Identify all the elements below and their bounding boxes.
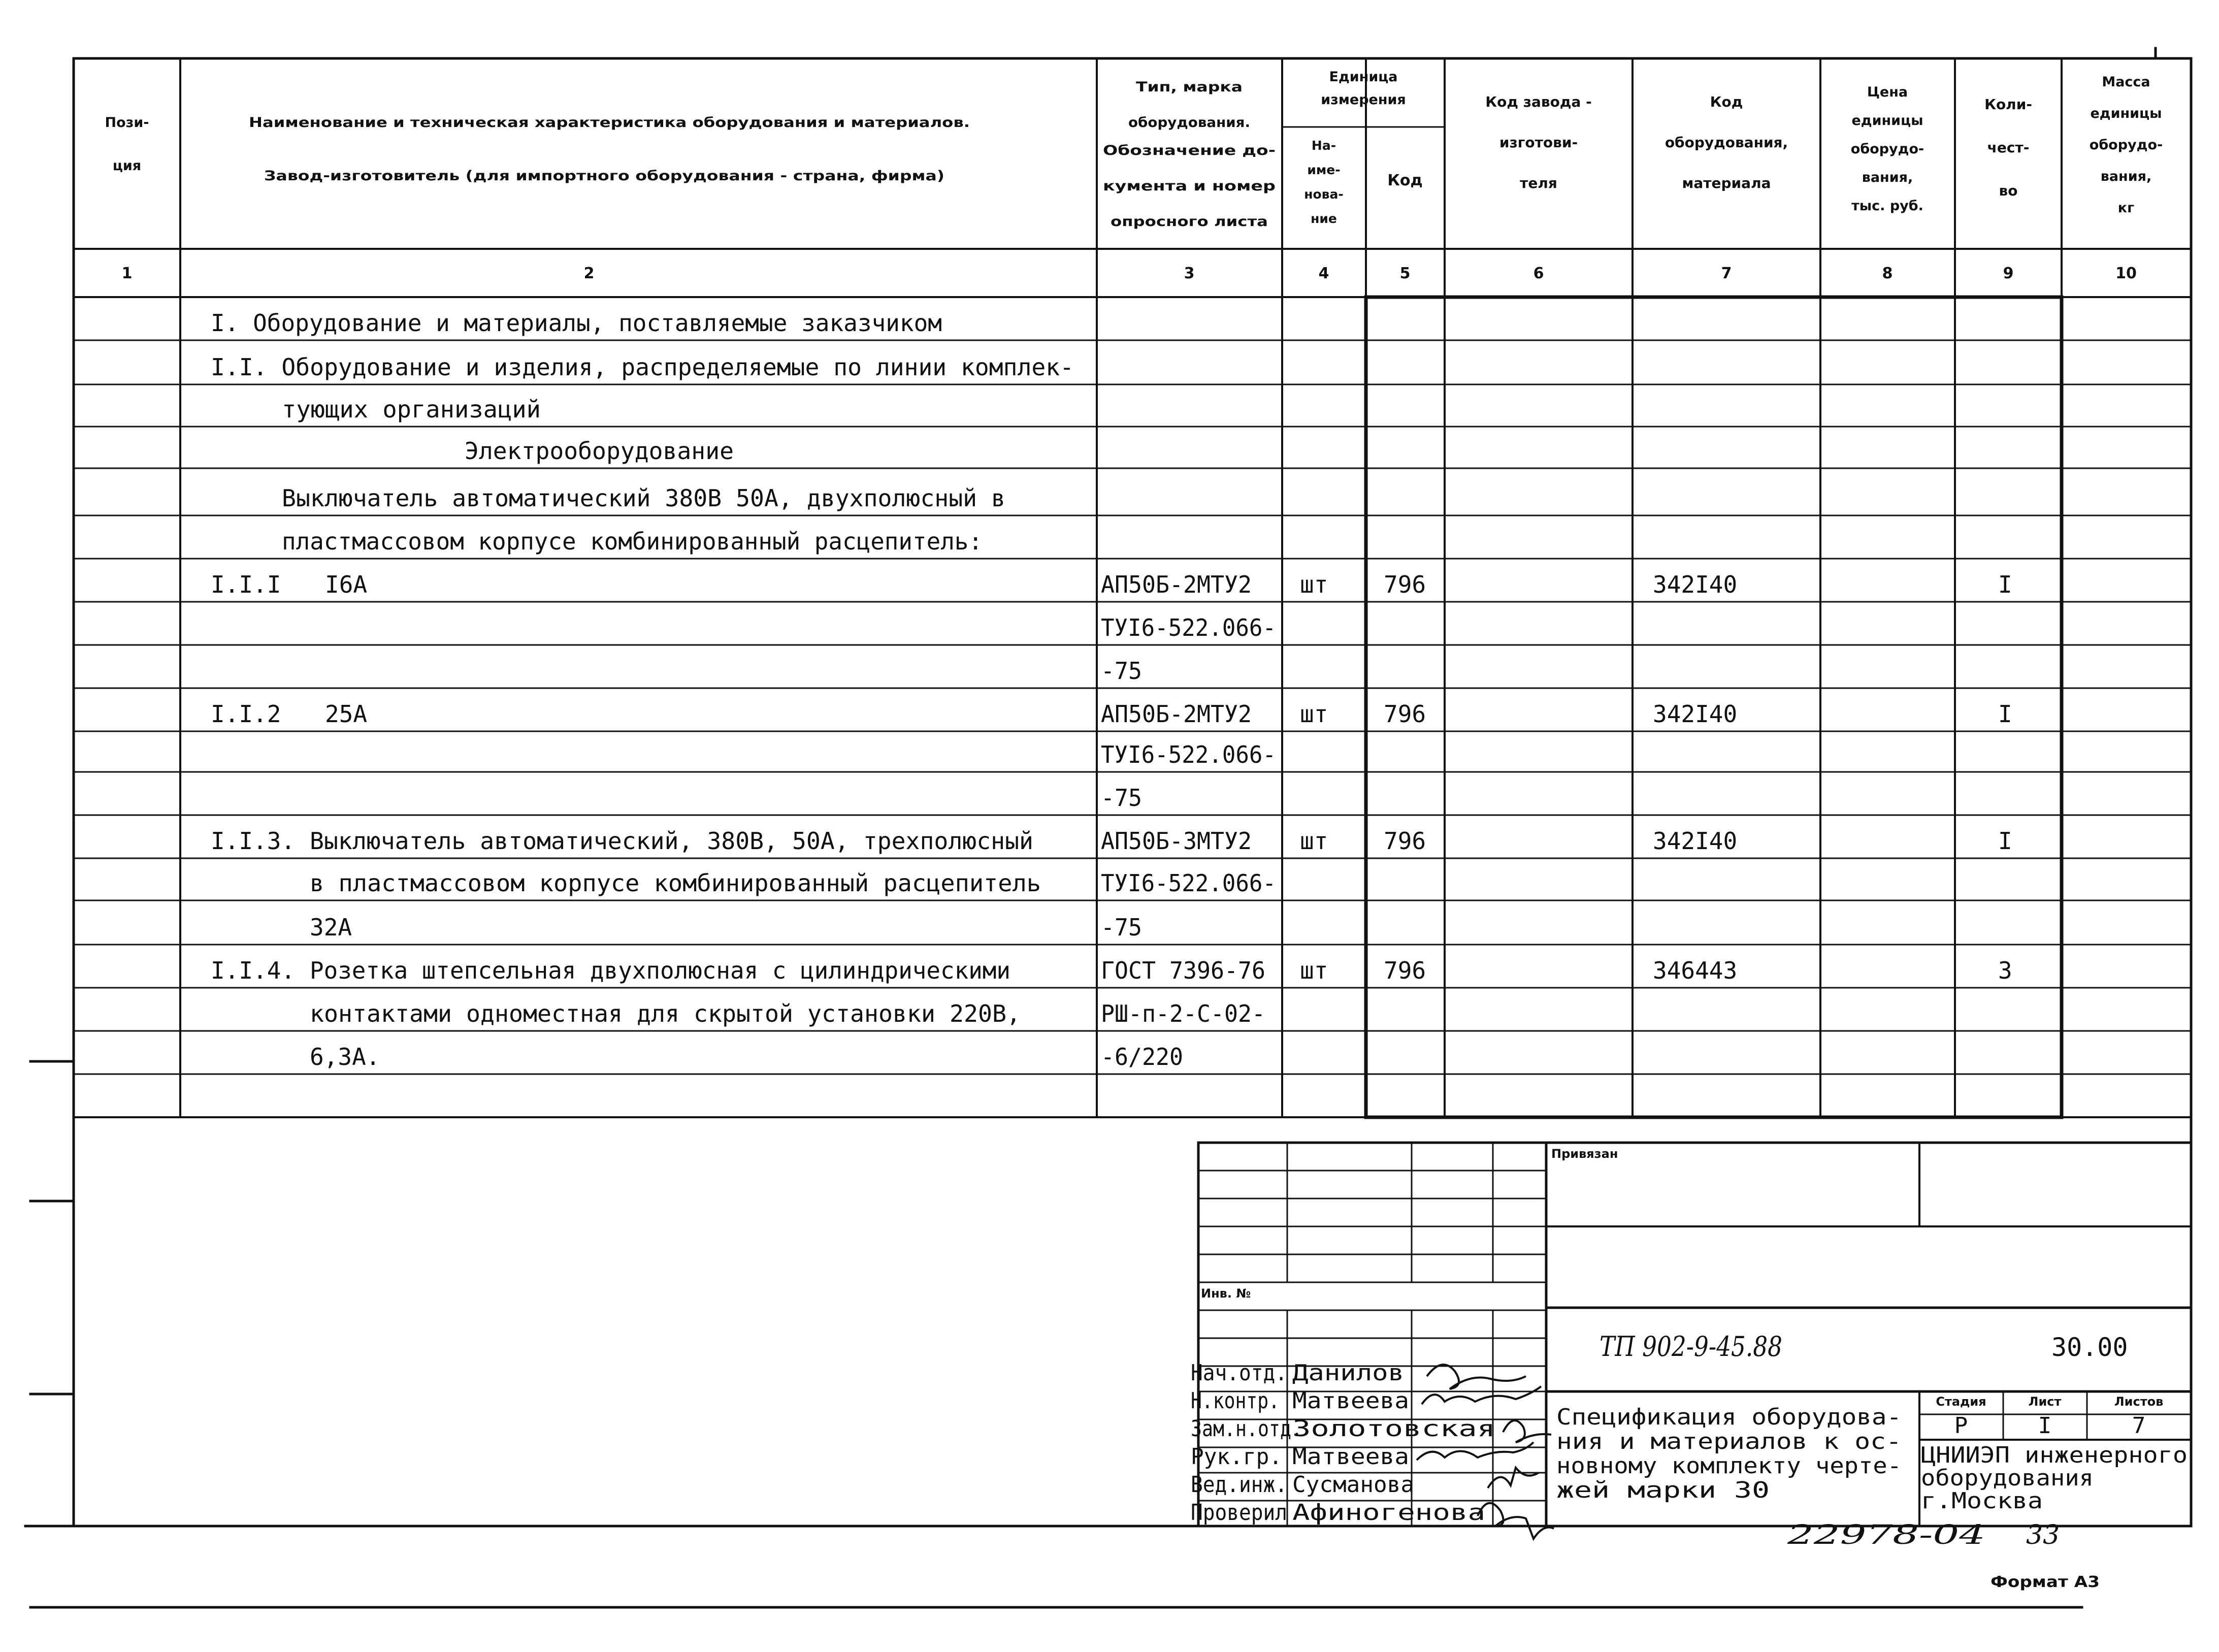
type-cell: ТУI6-522.066- bbox=[1101, 614, 1276, 641]
text-label: во bbox=[1999, 182, 2018, 199]
name-cell: I6A bbox=[325, 571, 368, 598]
column-number: 1 bbox=[121, 265, 133, 282]
stamp-person: Матвеева bbox=[1292, 1444, 1409, 1470]
signature-mark bbox=[1503, 1420, 1551, 1442]
column-number: 10 bbox=[2115, 265, 2137, 282]
name-cell: контактами одноместная для скрытой установки 220В, bbox=[310, 1000, 1021, 1027]
text-label: Цена bbox=[1867, 84, 1908, 100]
name-cell: I. Оборудование и материалы, поставляемые заказчиком bbox=[211, 309, 942, 337]
position-cell: I.I.4. bbox=[211, 957, 296, 984]
text-label: вания, bbox=[1862, 170, 1913, 185]
document-code: ТП 902-9-45.88 bbox=[1600, 1331, 1782, 1363]
text-label: Единица bbox=[1329, 69, 1398, 85]
name-cell: Выключатель автоматический, 380В, 50А, трехполюсный bbox=[310, 827, 1034, 855]
signature-mark bbox=[1478, 1503, 1554, 1539]
name-cell: 32А bbox=[310, 914, 352, 941]
stamp-role: Н.контр. bbox=[1191, 1388, 1280, 1414]
unit-code-cell: 796 bbox=[1384, 827, 1426, 855]
column-number: 8 bbox=[1882, 265, 1893, 282]
unit-cell: шт bbox=[1300, 571, 1328, 598]
name-cell: в пластмассовом корпусе комбинированный расцепитель bbox=[310, 869, 1041, 897]
type-cell: -75 bbox=[1101, 657, 1142, 685]
organization: ЦНИИЭП инженерного bbox=[1921, 1442, 2188, 1468]
text-label: Завод-изготовитель (для импортного оборудования - страна, фирма) bbox=[264, 168, 944, 184]
text-label: Наименование и техническая характеристика оборудования и материалов. bbox=[249, 115, 970, 131]
text-label: Код bbox=[1387, 172, 1423, 189]
text-label: кумента и номер bbox=[1103, 178, 1276, 194]
type-cell: АП50Б-2МТУ2 bbox=[1101, 571, 1252, 598]
name-cell: Электрооборудование bbox=[465, 437, 734, 465]
stamp-person: Афиногенова bbox=[1292, 1500, 1485, 1526]
equipment-code-cell: 342I40 bbox=[1653, 571, 1738, 598]
column-number: 5 bbox=[1399, 265, 1411, 282]
column-number: 7 bbox=[1721, 265, 1732, 282]
column-number: 2 bbox=[583, 265, 595, 282]
text-label: Обозначение до- bbox=[1103, 143, 1276, 158]
quantity-cell: I bbox=[1998, 571, 2012, 598]
inventory-label: Инв. № bbox=[1201, 1286, 1251, 1301]
sheets-label: Листов bbox=[2114, 1395, 2164, 1409]
signature-mark bbox=[1422, 1386, 1541, 1404]
unit-code-cell: 796 bbox=[1384, 571, 1426, 598]
text-label: ция bbox=[112, 158, 142, 174]
document-title: новному комплекту черте- bbox=[1556, 1453, 1902, 1479]
signature-mark bbox=[1488, 1468, 1539, 1488]
type-cell: АП50Б-3МТУ2 bbox=[1101, 827, 1252, 855]
name-cell: Выключатель автоматический 380В 50А, двухполюсный в bbox=[282, 484, 1006, 512]
text-label: чест- bbox=[1987, 139, 2030, 156]
sheet-value: I bbox=[2038, 1413, 2052, 1439]
position-cell: I.I.3. bbox=[211, 827, 296, 855]
text-label: Код завода - bbox=[1485, 93, 1592, 110]
text-label: изготови- bbox=[1499, 134, 1578, 151]
sheet-label: Лист bbox=[2028, 1395, 2062, 1409]
text-label: име- bbox=[1307, 163, 1341, 177]
quantity-cell: 3 bbox=[1998, 957, 2012, 984]
name-cell: 6,3А. bbox=[310, 1043, 380, 1071]
text-label: Тип, марка bbox=[1136, 79, 1243, 95]
type-cell: АП50Б-2МТУ2 bbox=[1101, 700, 1252, 728]
column-number: 4 bbox=[1318, 265, 1329, 282]
text-label: Масса bbox=[2102, 74, 2150, 90]
organization: оборудования bbox=[1921, 1465, 2094, 1491]
stamp-role: Вед.инж. bbox=[1191, 1472, 1287, 1498]
text-label: оборудования. bbox=[1128, 115, 1250, 131]
document-mark: 30.00 bbox=[2051, 1333, 2128, 1362]
text-label: единицы bbox=[1851, 113, 1923, 128]
position-cell: I.I.2 bbox=[211, 700, 281, 728]
column-number: 9 bbox=[2003, 265, 2014, 282]
quantity-cell: I bbox=[1998, 827, 2012, 855]
type-cell: ТУI6-522.066- bbox=[1101, 869, 1276, 897]
unit-code-cell: 796 bbox=[1384, 957, 1426, 984]
equipment-code-cell: 342I40 bbox=[1653, 700, 1738, 728]
text-label: оборудо- bbox=[2089, 137, 2163, 153]
type-cell: -75 bbox=[1101, 784, 1142, 812]
stamp-person: Золотовская bbox=[1292, 1416, 1495, 1442]
page-number: 33 bbox=[2026, 1520, 2060, 1550]
stage-label: Стадия bbox=[1936, 1395, 1986, 1409]
name-cell: тующих организаций bbox=[282, 396, 541, 423]
text-label: нова- bbox=[1304, 187, 1344, 202]
text-label: Пози- bbox=[105, 115, 149, 131]
inventory-number: 22978-04 bbox=[1786, 1520, 1985, 1550]
text-label: теля bbox=[1520, 175, 1557, 191]
text-label: ние bbox=[1311, 211, 1337, 226]
stamp-role: Зам.н.отд. bbox=[1191, 1416, 1302, 1442]
stamp-role: Проверил bbox=[1191, 1500, 1287, 1526]
text-label: На- bbox=[1311, 138, 1336, 153]
text-label: кг bbox=[2117, 200, 2135, 216]
text-label: оборудо- bbox=[1850, 141, 1924, 157]
text-label: Коли- bbox=[1984, 96, 2032, 113]
text-label: тыс. руб. bbox=[1851, 198, 1923, 214]
text-label: Код bbox=[1710, 93, 1743, 110]
text-label: единицы bbox=[2090, 106, 2162, 121]
type-cell: РШ-п-2-С-02- bbox=[1101, 1000, 1265, 1027]
signature-mark bbox=[1417, 1442, 1533, 1460]
unit-cell: шт bbox=[1300, 957, 1328, 984]
text-label: материала bbox=[1682, 175, 1771, 191]
stage-value: Р bbox=[1954, 1413, 1968, 1439]
text-label: оборудования, bbox=[1665, 134, 1788, 151]
column-number: 6 bbox=[1533, 265, 1544, 282]
type-cell: -6/220 bbox=[1101, 1043, 1183, 1071]
document-title: Спецификация оборудова- bbox=[1556, 1404, 1902, 1430]
document-title: ния и материалов к ос- bbox=[1556, 1429, 1902, 1454]
name-cell: Розетка штепсельная двухполюсная с цилиндрическими bbox=[310, 957, 1010, 984]
paper-format: Формат А3 bbox=[1990, 1573, 2100, 1591]
text-label: вания, bbox=[2100, 169, 2152, 184]
unit-cell: шт bbox=[1300, 827, 1328, 855]
attachment-label: Привязан bbox=[1551, 1147, 1618, 1161]
position-cell: I.I.I bbox=[211, 571, 281, 598]
quantity-cell: I bbox=[1998, 700, 2012, 728]
type-cell: ТУI6-522.066- bbox=[1101, 741, 1276, 768]
sheets-value: 7 bbox=[2132, 1413, 2146, 1439]
text-label: измерения bbox=[1321, 92, 1406, 108]
name-cell: I.I. Оборудование и изделия, распределяемые по линии комплек- bbox=[211, 353, 1074, 381]
stamp-person: Матвеева bbox=[1292, 1388, 1409, 1414]
type-cell: ГОСТ 7396-76 bbox=[1101, 957, 1265, 984]
text-label: опросного листа bbox=[1111, 214, 1268, 230]
signature-mark bbox=[1427, 1365, 1526, 1389]
column-number: 3 bbox=[1184, 265, 1195, 282]
stamp-role: Нач.отд. bbox=[1191, 1360, 1287, 1386]
unit-code-cell: 796 bbox=[1384, 700, 1426, 728]
stamp-role: Рук.гр. bbox=[1191, 1444, 1282, 1470]
equipment-code-cell: 342I40 bbox=[1653, 827, 1738, 855]
unit-cell: шт bbox=[1300, 700, 1328, 728]
document-title: жей марки 30 bbox=[1556, 1477, 1770, 1503]
stamp-person: Сусманова bbox=[1292, 1472, 1414, 1498]
name-cell: 25A bbox=[325, 700, 368, 728]
equipment-code-cell: 346443 bbox=[1653, 957, 1738, 984]
organization: г.Москва bbox=[1921, 1488, 2043, 1514]
stamp-person: Данилов bbox=[1292, 1360, 1404, 1386]
name-cell: пластмассовом корпусе комбинированный расцепитель: bbox=[282, 528, 983, 555]
type-cell: -75 bbox=[1101, 914, 1142, 941]
